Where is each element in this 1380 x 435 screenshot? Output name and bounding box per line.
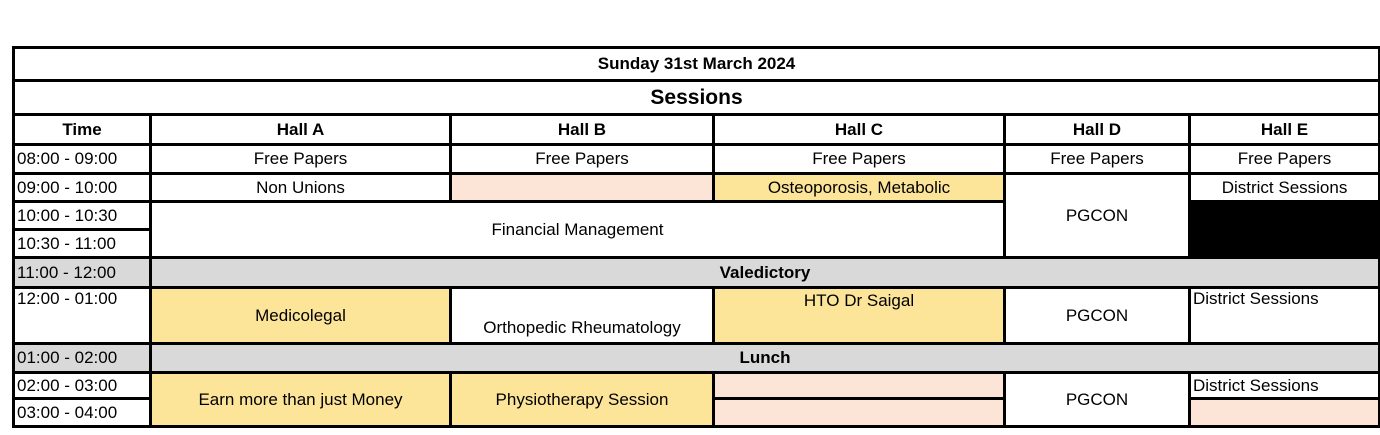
session-cell: PGCON bbox=[1005, 288, 1190, 344]
header-hall-e: Hall E bbox=[1190, 115, 1380, 145]
session-cell: Free Papers bbox=[451, 145, 714, 174]
table-row bbox=[14, 288, 1380, 344]
blocked-cell bbox=[1190, 202, 1380, 258]
header-hall-b: Hall B bbox=[451, 115, 714, 145]
table-row bbox=[14, 373, 1380, 399]
empty-session-cell bbox=[1190, 399, 1380, 427]
session-cell: Free Papers bbox=[151, 145, 451, 174]
session-cell: Free Papers bbox=[1005, 145, 1190, 174]
session-cell: Earn more than just Money bbox=[151, 373, 451, 427]
session-cell: Osteoporosis, Metabolic bbox=[714, 174, 1005, 202]
header-hall-a: Hall A bbox=[151, 115, 451, 145]
table-row bbox=[14, 258, 1380, 288]
session-cell: District Sessions bbox=[1190, 174, 1380, 202]
session-cell: District Sessions bbox=[1190, 288, 1380, 344]
empty-session-cell bbox=[451, 174, 714, 202]
session-cell: Medicolegal bbox=[151, 288, 451, 344]
table-row bbox=[14, 344, 1380, 373]
time-slot: 01:00 - 02:00 bbox=[14, 344, 151, 373]
schedule-table bbox=[12, 46, 1380, 428]
table-row bbox=[14, 145, 1380, 174]
empty-session-cell bbox=[714, 373, 1005, 399]
time-slot: 11:00 - 12:00 bbox=[14, 258, 151, 288]
session-cell: HTO Dr Saigal bbox=[714, 288, 1005, 344]
session-cell: PGCON bbox=[1005, 373, 1190, 427]
header-time: Time bbox=[14, 115, 151, 145]
time-slot: 02:00 - 03:00 bbox=[14, 373, 151, 399]
table-row bbox=[14, 174, 1380, 202]
session-cell: District Sessions bbox=[1190, 373, 1380, 399]
time-slot: 08:00 - 09:00 bbox=[14, 145, 151, 174]
session-cell: Free Papers bbox=[714, 145, 1005, 174]
time-slot: 10:00 - 10:30 bbox=[14, 202, 151, 230]
time-slot: 12:00 - 01:00 bbox=[14, 288, 151, 344]
session-cell: PGCON bbox=[1005, 174, 1190, 258]
session-cell: Physiotherapy Session bbox=[451, 373, 714, 427]
schedule-date: Sunday 31st March 2024 bbox=[14, 48, 1380, 81]
session-cell: Lunch bbox=[151, 344, 1380, 373]
empty-session-cell bbox=[714, 399, 1005, 427]
session-cell: Orthopedic Rheumatology bbox=[451, 288, 714, 344]
session-cell: Non Unions bbox=[151, 174, 451, 202]
time-slot: 03:00 - 04:00 bbox=[14, 399, 151, 427]
session-cell: Financial Management bbox=[151, 202, 1005, 258]
session-cell: Valedictory bbox=[151, 258, 1380, 288]
time-slot: 09:00 - 10:00 bbox=[14, 174, 151, 202]
header-hall-d: Hall D bbox=[1005, 115, 1190, 145]
schedule-heading: Sessions bbox=[14, 81, 1380, 115]
header-hall-c: Hall C bbox=[714, 115, 1005, 145]
session-cell: Free Papers bbox=[1190, 145, 1380, 174]
header-row bbox=[14, 115, 1380, 145]
time-slot: 10:30 - 11:00 bbox=[14, 230, 151, 258]
